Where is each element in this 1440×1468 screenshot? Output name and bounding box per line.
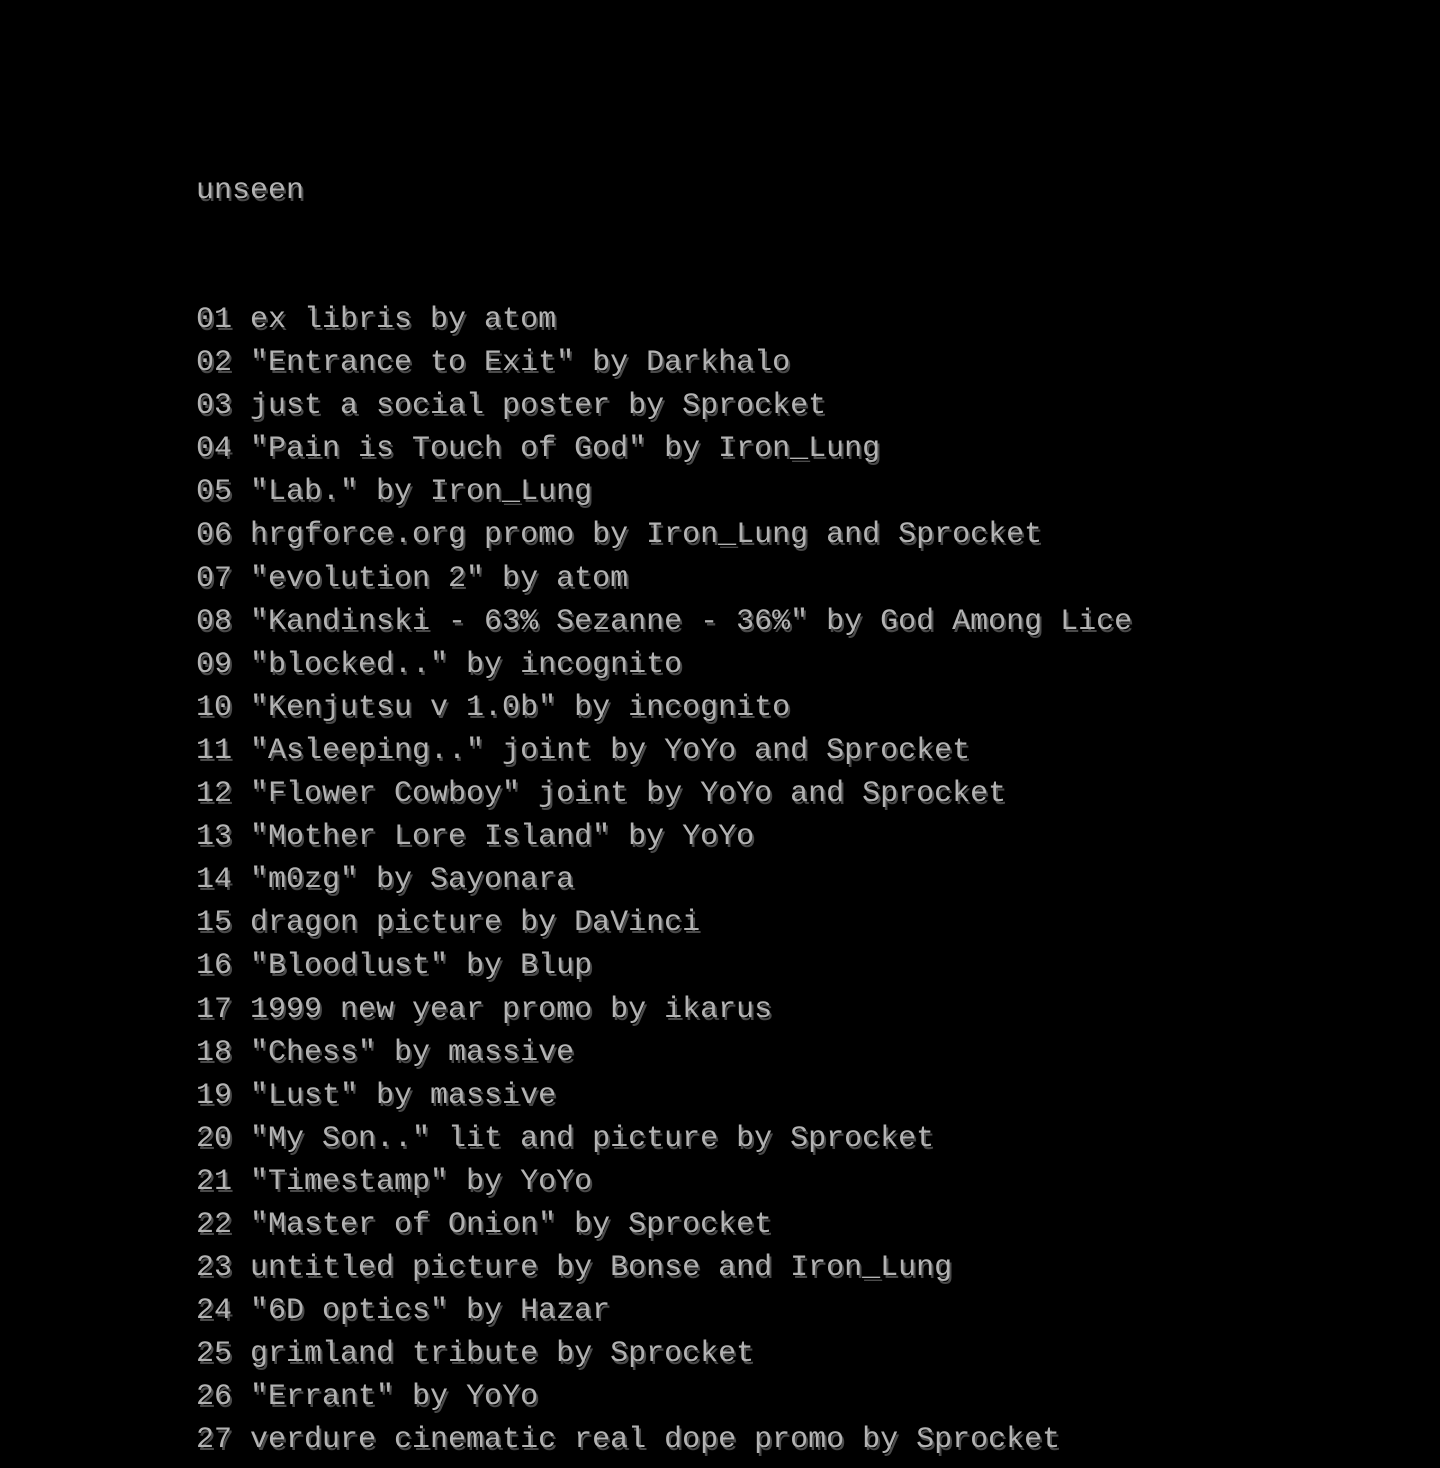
- item-label: dragon picture by DaVinci: [232, 906, 701, 941]
- item-number: 15: [196, 906, 233, 941]
- item-label: "Mother Lore Island" by YoYo: [232, 820, 755, 855]
- item-label: "Asleeping.." joint by YoYo and Sprocket: [232, 733, 971, 768]
- list-item: [196, 902, 1132, 945]
- item-number: 01: [196, 303, 233, 337]
- item-number: 07: [196, 561, 233, 596]
- list-item: [196, 1118, 1132, 1161]
- item-number: 16: [196, 949, 233, 984]
- item-number: 26: [196, 1380, 233, 1415]
- list-item: [196, 816, 1132, 859]
- item-number: 05: [196, 475, 233, 510]
- item-label: "Master of Onion" by Sprocket: [232, 1207, 773, 1242]
- item-number: 24: [196, 1294, 233, 1329]
- item-label: "Pain is Touch of God" by Iron_Lung: [232, 432, 881, 467]
- list-item: [196, 342, 1132, 385]
- item-label: ex libris by atom: [232, 303, 557, 337]
- item-label: "Kandinski - 63% Sezanne - 36%" by God Among Lice: [232, 604, 1133, 639]
- item-number: 27: [196, 1423, 233, 1458]
- list-item: [196, 859, 1132, 902]
- item-number: 03: [196, 389, 233, 424]
- item-number: 04: [196, 432, 233, 467]
- list-item: [196, 1075, 1132, 1118]
- item-label: hrgforce.org promo by Iron_Lung and Sprocket: [232, 518, 1043, 553]
- list-item: [196, 644, 1132, 687]
- item-label: just a social poster by Sprocket: [232, 389, 827, 424]
- list-item: [196, 1247, 1132, 1290]
- list-item: [196, 1290, 1132, 1333]
- page-title: unseen: [196, 174, 305, 208]
- list-item: [196, 730, 1132, 773]
- item-number: 09: [196, 647, 233, 682]
- list-item: [196, 471, 1132, 514]
- item-number: 12: [196, 777, 233, 812]
- item-number: 23: [196, 1251, 233, 1286]
- item-label: "Errant" by YoYo: [232, 1380, 539, 1415]
- item-label: "My Son.." lit and picture by Sprocket: [232, 1121, 935, 1156]
- list-item: [196, 687, 1132, 730]
- list-item: [196, 299, 1132, 342]
- item-label: "Flower Cowboy" joint by YoYo and Sprocket: [232, 777, 1007, 812]
- item-number: 10: [196, 690, 233, 725]
- item-label: "Chess" by massive: [232, 1035, 575, 1070]
- list-item: [196, 1204, 1132, 1247]
- list-item: [196, 1032, 1132, 1075]
- list-item: [196, 1376, 1132, 1419]
- item-label: "Entrance to Exit" by Darkhalo: [232, 346, 791, 381]
- item-label: untitled picture by Bonse and Iron_Lung: [232, 1251, 953, 1286]
- item-label: "Timestamp" by YoYo: [232, 1164, 593, 1199]
- item-label: grimland tribute by Sprocket: [232, 1337, 755, 1372]
- item-number: 19: [196, 1078, 233, 1113]
- list-item: [196, 385, 1132, 428]
- list-item: [196, 1161, 1132, 1204]
- item-label: "Kenjutsu v 1.0b" by incognito: [232, 690, 791, 725]
- item-label: "m0zg" by Sayonara: [232, 863, 575, 898]
- list-item: [196, 558, 1132, 601]
- item-label: "Bloodlust" by Blup: [232, 949, 593, 984]
- item-label: "Lust" by massive: [232, 1078, 557, 1113]
- list-item: [196, 1333, 1132, 1376]
- list-item: [196, 514, 1132, 557]
- item-label: "6D optics" by Hazar: [232, 1294, 611, 1329]
- list-item: [196, 773, 1132, 816]
- item-number: 17: [196, 992, 233, 1027]
- item-number: 25: [196, 1337, 233, 1372]
- item-number: 02: [196, 346, 233, 381]
- list-item: [196, 989, 1132, 1032]
- item-number: 13: [196, 820, 233, 855]
- item-label: verdure cinematic real dope promo by Sprocket: [232, 1423, 1061, 1458]
- list-item: [196, 1419, 1132, 1462]
- item-label: "blocked.." by incognito: [232, 647, 683, 682]
- item-number: 18: [196, 1035, 233, 1070]
- item-label: 1999 new year promo by ikarus: [232, 992, 773, 1027]
- item-label: "evolution 2" by atom: [232, 561, 629, 596]
- item-number: 06: [196, 518, 233, 553]
- item-number: 22: [196, 1207, 233, 1242]
- item-number: 20: [196, 1121, 233, 1156]
- list-item: [196, 601, 1132, 644]
- list-item: [196, 428, 1132, 471]
- item-label: "Lab." by Iron_Lung: [232, 475, 593, 510]
- list-item: [196, 945, 1132, 988]
- item-number: 21: [196, 1164, 233, 1199]
- item-number: 11: [196, 733, 233, 768]
- release-list: [196, 299, 1132, 1463]
- item-number: 08: [196, 604, 233, 639]
- item-number: 14: [196, 863, 233, 898]
